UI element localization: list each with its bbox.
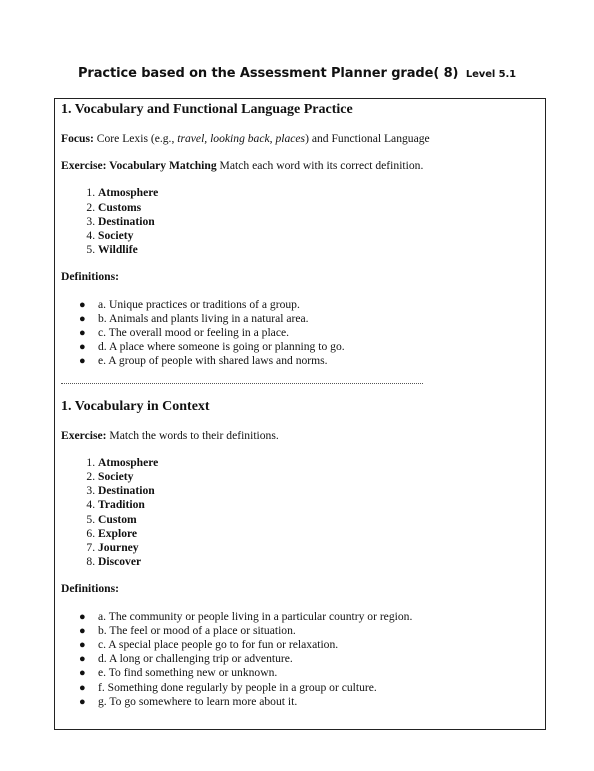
bullet-icon: ● <box>79 312 86 325</box>
definition-item: ● a. Unique practices or traditions of a group. <box>79 297 300 311</box>
definition-item: ● g. To go somewhere to learn more about it. <box>79 694 298 708</box>
word-item: 1. Atmosphere <box>98 186 545 200</box>
bullet-icon: ● <box>79 355 86 368</box>
bullet-icon: ● <box>79 667 86 680</box>
bullet-icon: ● <box>79 298 86 311</box>
word-item: 4. Tradition <box>98 498 545 512</box>
bullet-icon: ● <box>79 341 86 354</box>
word-item: 2. Society <box>98 470 545 484</box>
page-title <box>0 66 594 81</box>
bullet-icon: ● <box>79 695 86 708</box>
definition-item: ● d. A long or challenging trip or adventure. <box>79 652 293 666</box>
title-text: Practice based on the Assessment Planner grade( 8) <box>77 66 459 81</box>
bullet-icon: ● <box>79 624 86 637</box>
word-item: 6. Explore <box>98 527 545 541</box>
word-item: 5. Wildlife <box>98 243 545 257</box>
focus-pre: Core Lexis (e.g., <box>93 132 178 145</box>
focus-post: ) and Functional Language <box>305 132 430 145</box>
section2-heading: 1. Vocabulary in Context <box>61 398 210 414</box>
bullet-icon: ● <box>79 653 86 666</box>
definition-item: ● c. A special place people go to for fun or relaxation. <box>79 638 339 652</box>
bullet-icon: ● <box>79 639 86 652</box>
word-item: 3. Destination <box>98 215 545 229</box>
exercise2-line <box>61 429 545 443</box>
definition-item: ● d. A place where someone is going or planning to go. <box>79 340 345 354</box>
word-item: 8. Discover <box>98 555 545 569</box>
bullet-icon: ● <box>79 610 86 623</box>
section1-word-list <box>61 186 545 257</box>
exercise1-text: Match each word with its correct definition. <box>216 159 424 173</box>
definition-item: ● c. The overall mood or feeling in a place. <box>79 326 290 340</box>
definition-item: ● f. Something done regularly by people in a group or culture. <box>79 680 377 694</box>
focus-label: Focus: <box>61 132 94 145</box>
definitions2-label: Definitions: <box>61 582 119 596</box>
section1-definition-list <box>61 298 545 369</box>
definition-item: ● a. The community or people living in a particular country or region. <box>79 609 413 623</box>
word-item: 2. Customs <box>98 201 545 215</box>
exercise1-label: Exercise: Vocabulary Matching <box>61 159 217 173</box>
worksheet-box <box>54 98 546 730</box>
word-item: 3. Destination <box>98 484 545 498</box>
word-item: 1. Atmosphere <box>98 456 545 470</box>
definition-item: ● e. A group of people with shared laws and norms. <box>79 354 328 368</box>
focus-examples: travel, looking back, places <box>177 132 306 145</box>
definition-item: ● b. Animals and plants living in a natural area. <box>79 311 309 325</box>
section2-definition-list <box>61 610 545 709</box>
exercise2-text: Match the words to their definitions. <box>106 428 279 442</box>
section1-heading: 1. Vocabulary and Functional Language Practice <box>61 102 353 117</box>
word-item: 7. Journey <box>98 541 545 555</box>
definition-item: ● b. The feel or mood of a place or situation. <box>79 623 296 637</box>
bullet-icon: ● <box>79 327 86 340</box>
definition-item: ● e. To find something new or unknown. <box>79 666 278 680</box>
exercise2-label: Exercise: <box>61 428 107 442</box>
focus-line <box>61 132 545 146</box>
level-label: Level 5.1 <box>465 69 517 80</box>
exercise1-line <box>61 159 545 173</box>
word-item: 5. Custom <box>98 513 545 527</box>
section2-word-list <box>61 456 545 570</box>
bullet-icon: ● <box>79 681 86 694</box>
definitions1-label: Definitions: <box>61 270 119 284</box>
word-item: 4. Society <box>98 229 545 243</box>
